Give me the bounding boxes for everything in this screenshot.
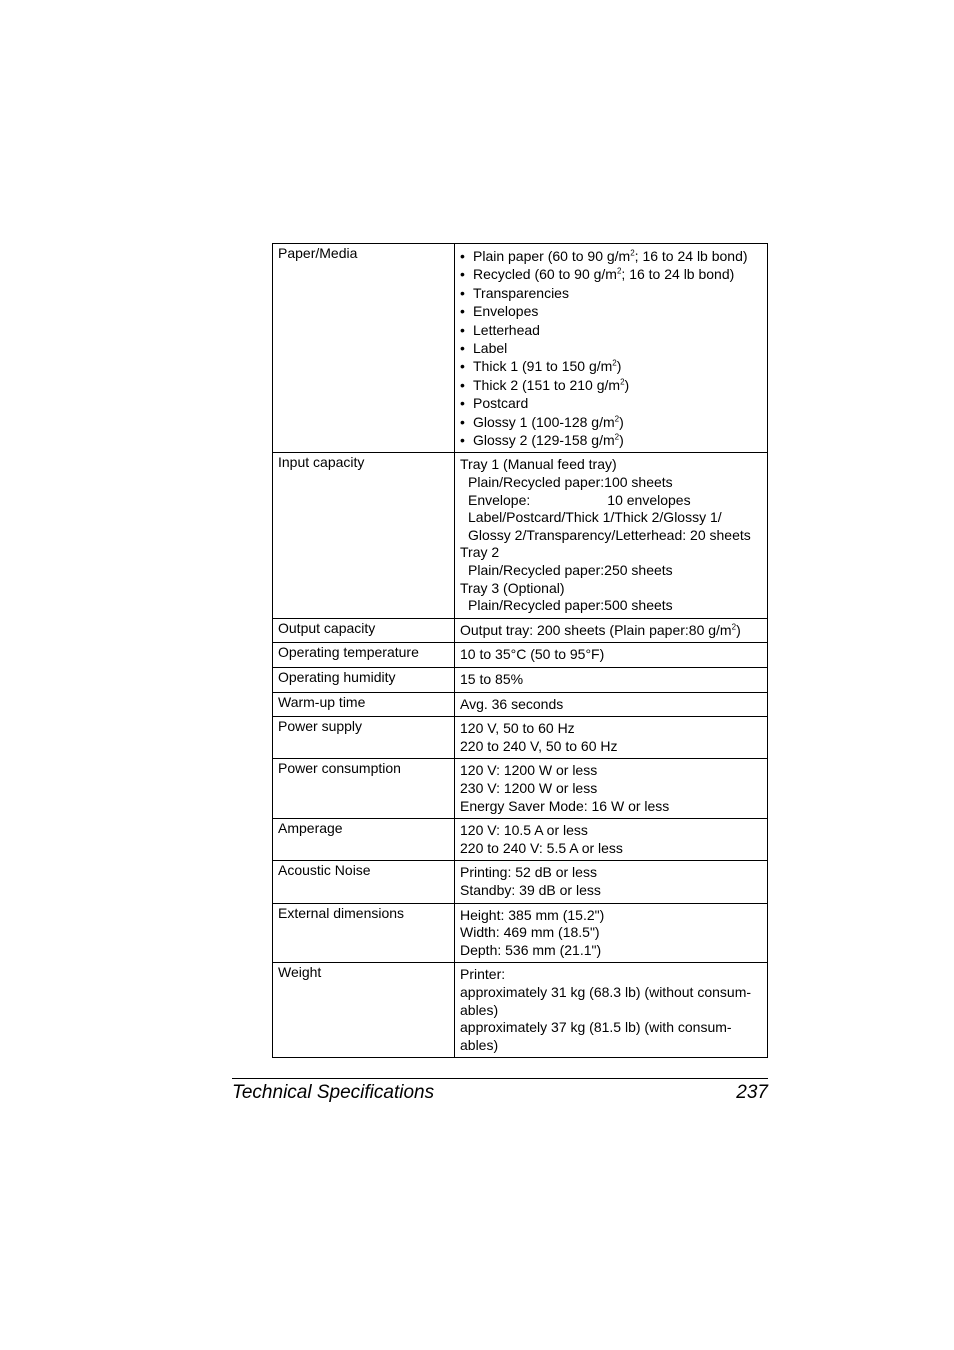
value-line: Printing: 52 dB or less xyxy=(460,864,597,881)
value-line: Depth: 536 mm (21.1") xyxy=(460,941,602,958)
spec-label: Operating temperature xyxy=(273,643,455,668)
spec-row-power-supply xyxy=(273,717,768,759)
paper-media-list xyxy=(460,247,762,449)
spec-label: External dimensions xyxy=(273,903,455,963)
value-line: 220 to 240 V: 5.5 A or less xyxy=(460,839,623,856)
value-line: 220 to 240 V, 50 to 60 Hz xyxy=(460,737,618,754)
spec-label: Operating humidity xyxy=(273,668,455,693)
list-item: • Plain paper (60 to 90 $g/m^2$; 16 to 24 lb bond) xyxy=(460,247,762,265)
page-number: 237 xyxy=(736,1082,768,1103)
spec-label: Paper/Media xyxy=(273,244,455,453)
spec-label: Input capacity xyxy=(273,453,455,618)
spec-value: Output tray: 200 sheets (Plain paper:80 $g/m^2$) xyxy=(455,618,768,643)
spec-row-input-capacity xyxy=(273,453,768,618)
value-line: 230 V: 1200 W or less xyxy=(460,779,598,796)
spec-row-warmup-time xyxy=(273,692,768,717)
spec-label: Power supply xyxy=(273,717,455,759)
value-line: approximately 31 kg (68.3 lb) (without consum- xyxy=(460,983,752,1000)
tray1-envelope: Envelope: 10 envelopes xyxy=(468,491,691,508)
list-item: • Recycled (60 to 90 $g/m^2$; 16 to 24 lb bond) xyxy=(460,265,762,283)
spec-value xyxy=(455,244,768,453)
tray1-heading: Tray 1 (Manual feed tray) xyxy=(460,456,617,473)
footer-section-title: Technical Specifications xyxy=(232,1082,435,1103)
tray2-plain: Plain/Recycled paper:250 sheets xyxy=(468,562,673,579)
value-line: ables) xyxy=(460,1001,499,1018)
spec-row-acoustic-noise xyxy=(273,861,768,903)
spec-label: Weight xyxy=(273,963,455,1058)
spec-value xyxy=(455,903,768,963)
spec-row-output-capacity xyxy=(273,618,768,643)
list-item: • Envelopes xyxy=(460,302,762,320)
spec-row-weight xyxy=(273,963,768,1058)
spec-label: Output capacity xyxy=(273,618,455,643)
spec-row-amperage xyxy=(273,819,768,861)
spec-label: Power consumption xyxy=(273,759,455,819)
list-item: • Letterhead xyxy=(460,321,762,339)
list-item: • Transparencies xyxy=(460,284,762,302)
tray3-heading: Tray 3 (Optional) xyxy=(460,579,565,596)
spec-row-paper-media xyxy=(273,244,768,453)
value-line: Width: 469 mm (18.5") xyxy=(460,924,600,941)
footer-divider xyxy=(232,1078,768,1079)
value-line: Energy Saver Mode: 16 W or less xyxy=(460,797,670,814)
tray2-heading: Tray 2 xyxy=(460,544,500,561)
tray1-label-line1: Label/Postcard/Thick 1/Thick 2/Glossy 1/ xyxy=(468,509,722,526)
spec-value: 10 to 35°C (50 to 95°F) xyxy=(455,643,768,668)
tray1-label-line2: Glossy 2/Transparency/Letterhead: 20 sheets xyxy=(468,526,751,543)
list-item: • Postcard xyxy=(460,394,762,412)
tray3-plain: Plain/Recycled paper:500 sheets xyxy=(468,597,673,614)
list-item: • Thick 1 (91 to 150 $g/m^2$) xyxy=(460,357,762,375)
value-line: Printer: xyxy=(460,966,506,983)
spec-row-external-dimensions xyxy=(273,903,768,963)
value-line: 120 V, 50 to 60 Hz xyxy=(460,720,575,737)
spec-value xyxy=(455,861,768,903)
spec-table xyxy=(272,243,768,1058)
spec-label: Amperage xyxy=(273,819,455,861)
spec-value: 15 to 85% xyxy=(455,668,768,693)
spec-value xyxy=(455,759,768,819)
list-item: • Thick 2 (151 to 210 $g/m^2$) xyxy=(460,376,762,394)
value-line: Height: 385 mm (15.2") xyxy=(460,906,605,923)
list-item: • Glossy 2 (129-158 $g/m^2$) xyxy=(460,431,762,449)
value-line: Standby: 39 dB or less xyxy=(460,881,601,898)
spec-value xyxy=(455,819,768,861)
spec-value xyxy=(455,717,768,759)
value-line: 120 V: 10.5 A or less xyxy=(460,822,588,839)
list-item: • Label xyxy=(460,339,762,357)
value-line: approximately 37 kg (81.5 lb) (with consum- xyxy=(460,1019,732,1036)
tray1-plain: Plain/Recycled paper:100 sheets xyxy=(468,474,673,491)
spec-value: Avg. 36 seconds xyxy=(455,692,768,717)
spec-value xyxy=(455,963,768,1058)
value-line: ables) xyxy=(460,1036,499,1053)
spec-row-operating-humidity xyxy=(273,668,768,693)
value-line: 120 V: 1200 W or less xyxy=(460,762,598,779)
list-item: • Glossy 1 (100-128 $g/m^2$) xyxy=(460,413,762,431)
spec-label: Acoustic Noise xyxy=(273,861,455,903)
spec-value xyxy=(455,453,768,618)
spec-row-operating-temperature xyxy=(273,643,768,668)
spec-label: Warm-up time xyxy=(273,692,455,717)
spec-row-power-consumption xyxy=(273,759,768,819)
